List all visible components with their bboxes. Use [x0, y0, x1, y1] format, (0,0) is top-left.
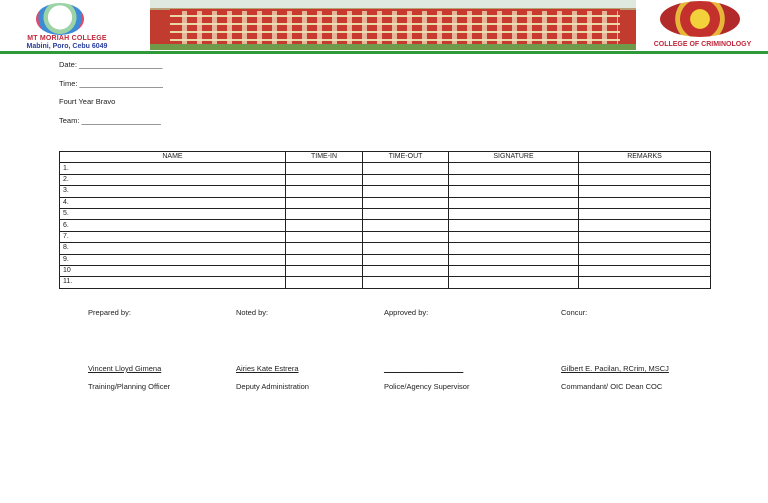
- signatory-title: Deputy Administration: [236, 382, 309, 391]
- cell-name[interactable]: 5.: [60, 208, 286, 219]
- college-logo: [640, 0, 765, 51]
- cell-remarks[interactable]: [579, 208, 711, 219]
- cell-remarks[interactable]: [579, 163, 711, 174]
- time-field[interactable]: Time: ____________________: [59, 79, 163, 88]
- school-address: Mabini, Poro, Cebu 6049: [26, 43, 108, 50]
- signatory-title: Police/Agency Supervisor: [384, 382, 470, 391]
- column-header-signature: SIGNATURE: [449, 152, 579, 163]
- cell-time-out[interactable]: [363, 277, 449, 288]
- cell-time-out[interactable]: [363, 163, 449, 174]
- table-row: [60, 243, 711, 254]
- cell-name[interactable]: 2.: [60, 174, 286, 185]
- cell-time-out[interactable]: [363, 254, 449, 265]
- cell-name[interactable]: 10: [60, 265, 286, 276]
- cell-name[interactable]: 4.: [60, 197, 286, 208]
- cell-time-in[interactable]: [286, 163, 363, 174]
- table-row: [60, 163, 711, 174]
- cell-time-in[interactable]: [286, 265, 363, 276]
- cell-remarks[interactable]: [579, 254, 711, 265]
- cell-signature[interactable]: [449, 208, 579, 219]
- cell-time-in[interactable]: [286, 254, 363, 265]
- criminology-seal-icon: [660, 1, 740, 37]
- table-row: [60, 231, 711, 242]
- table-header-row: [60, 152, 711, 163]
- cell-name[interactable]: 9.: [60, 254, 286, 265]
- signatory-role-label: Concur:: [561, 308, 588, 317]
- cell-signature[interactable]: [449, 197, 579, 208]
- header-divider: [0, 51, 768, 54]
- cell-time-in[interactable]: [286, 243, 363, 254]
- cell-time-out[interactable]: [363, 231, 449, 242]
- table-row: [60, 208, 711, 219]
- cell-remarks[interactable]: [579, 265, 711, 276]
- school-name: MT MORIAH COLLEGE: [27, 35, 107, 42]
- cell-signature[interactable]: [449, 163, 579, 174]
- table-row: [60, 186, 711, 197]
- cell-remarks[interactable]: [579, 277, 711, 288]
- cell-time-out[interactable]: [363, 186, 449, 197]
- cell-time-out[interactable]: [363, 208, 449, 219]
- cell-name[interactable]: 11.: [60, 277, 286, 288]
- signatory-name: Vincent Lloyd Gimena: [88, 364, 162, 373]
- cell-remarks[interactable]: [579, 220, 711, 231]
- column-header-time-out: TIME-OUT: [363, 152, 449, 163]
- cell-time-out[interactable]: [363, 265, 449, 276]
- school-seal-icon: [36, 3, 84, 35]
- cell-time-in[interactable]: [286, 208, 363, 219]
- cell-name[interactable]: 3.: [60, 186, 286, 197]
- signatory-title: Training/Planning Officer: [88, 382, 171, 391]
- cell-signature[interactable]: [449, 277, 579, 288]
- signatory-title: Commandant/ OIC Dean COC: [561, 382, 663, 391]
- table-row: [60, 220, 711, 231]
- cell-name[interactable]: 6.: [60, 220, 286, 231]
- cell-remarks[interactable]: [579, 174, 711, 185]
- signatory-role-label: Prepared by:: [88, 308, 131, 317]
- column-header-name: NAME: [60, 152, 286, 163]
- cell-name[interactable]: 1.: [60, 163, 286, 174]
- school-logo: [4, 2, 130, 52]
- table-row: [60, 197, 711, 208]
- cell-remarks[interactable]: [579, 231, 711, 242]
- cell-time-out[interactable]: [363, 174, 449, 185]
- column-header-time-in: TIME-IN: [286, 152, 363, 163]
- cell-remarks[interactable]: [579, 186, 711, 197]
- signatory-role-label: Noted by:: [236, 308, 269, 317]
- signatory-name: Airies Kate Estrera: [236, 364, 299, 373]
- campus-building-image: [150, 0, 636, 50]
- cell-signature[interactable]: [449, 231, 579, 242]
- cell-time-in[interactable]: [286, 277, 363, 288]
- cell-name[interactable]: 8.: [60, 243, 286, 254]
- cell-name[interactable]: 7.: [60, 231, 286, 242]
- table-row: [60, 265, 711, 276]
- table-row: [60, 174, 711, 185]
- cell-remarks[interactable]: [579, 243, 711, 254]
- cell-signature[interactable]: [449, 243, 579, 254]
- cell-signature[interactable]: [449, 186, 579, 197]
- cell-signature[interactable]: [449, 174, 579, 185]
- cell-time-out[interactable]: [363, 197, 449, 208]
- attendance-table: [59, 151, 711, 289]
- platoon-label: Fourt Year Bravo: [59, 97, 116, 106]
- cell-remarks[interactable]: [579, 197, 711, 208]
- cell-time-in[interactable]: [286, 231, 363, 242]
- column-header-remarks: REMARKS: [579, 152, 711, 163]
- signatory-role-label: Approved by:: [384, 308, 429, 317]
- college-name: COLLEGE OF CRIMINOLOGY: [653, 41, 752, 48]
- cell-signature[interactable]: [449, 254, 579, 265]
- cell-time-in[interactable]: [286, 220, 363, 231]
- cell-signature[interactable]: [449, 265, 579, 276]
- cell-signature[interactable]: [449, 220, 579, 231]
- cell-time-in[interactable]: [286, 186, 363, 197]
- date-field[interactable]: Date: ____________________: [59, 60, 163, 69]
- cell-time-in[interactable]: [286, 174, 363, 185]
- letterhead: [0, 0, 768, 54]
- signatory-name: Gilbert E. Pacilan, RCrim, MSCJ: [561, 364, 669, 373]
- team-field[interactable]: Team: ___________________: [59, 116, 161, 125]
- cell-time-out[interactable]: [363, 220, 449, 231]
- signatory-name: ___________________: [384, 364, 464, 373]
- cell-time-out[interactable]: [363, 243, 449, 254]
- table-row: [60, 254, 711, 265]
- table-row: [60, 277, 711, 288]
- cell-time-in[interactable]: [286, 197, 363, 208]
